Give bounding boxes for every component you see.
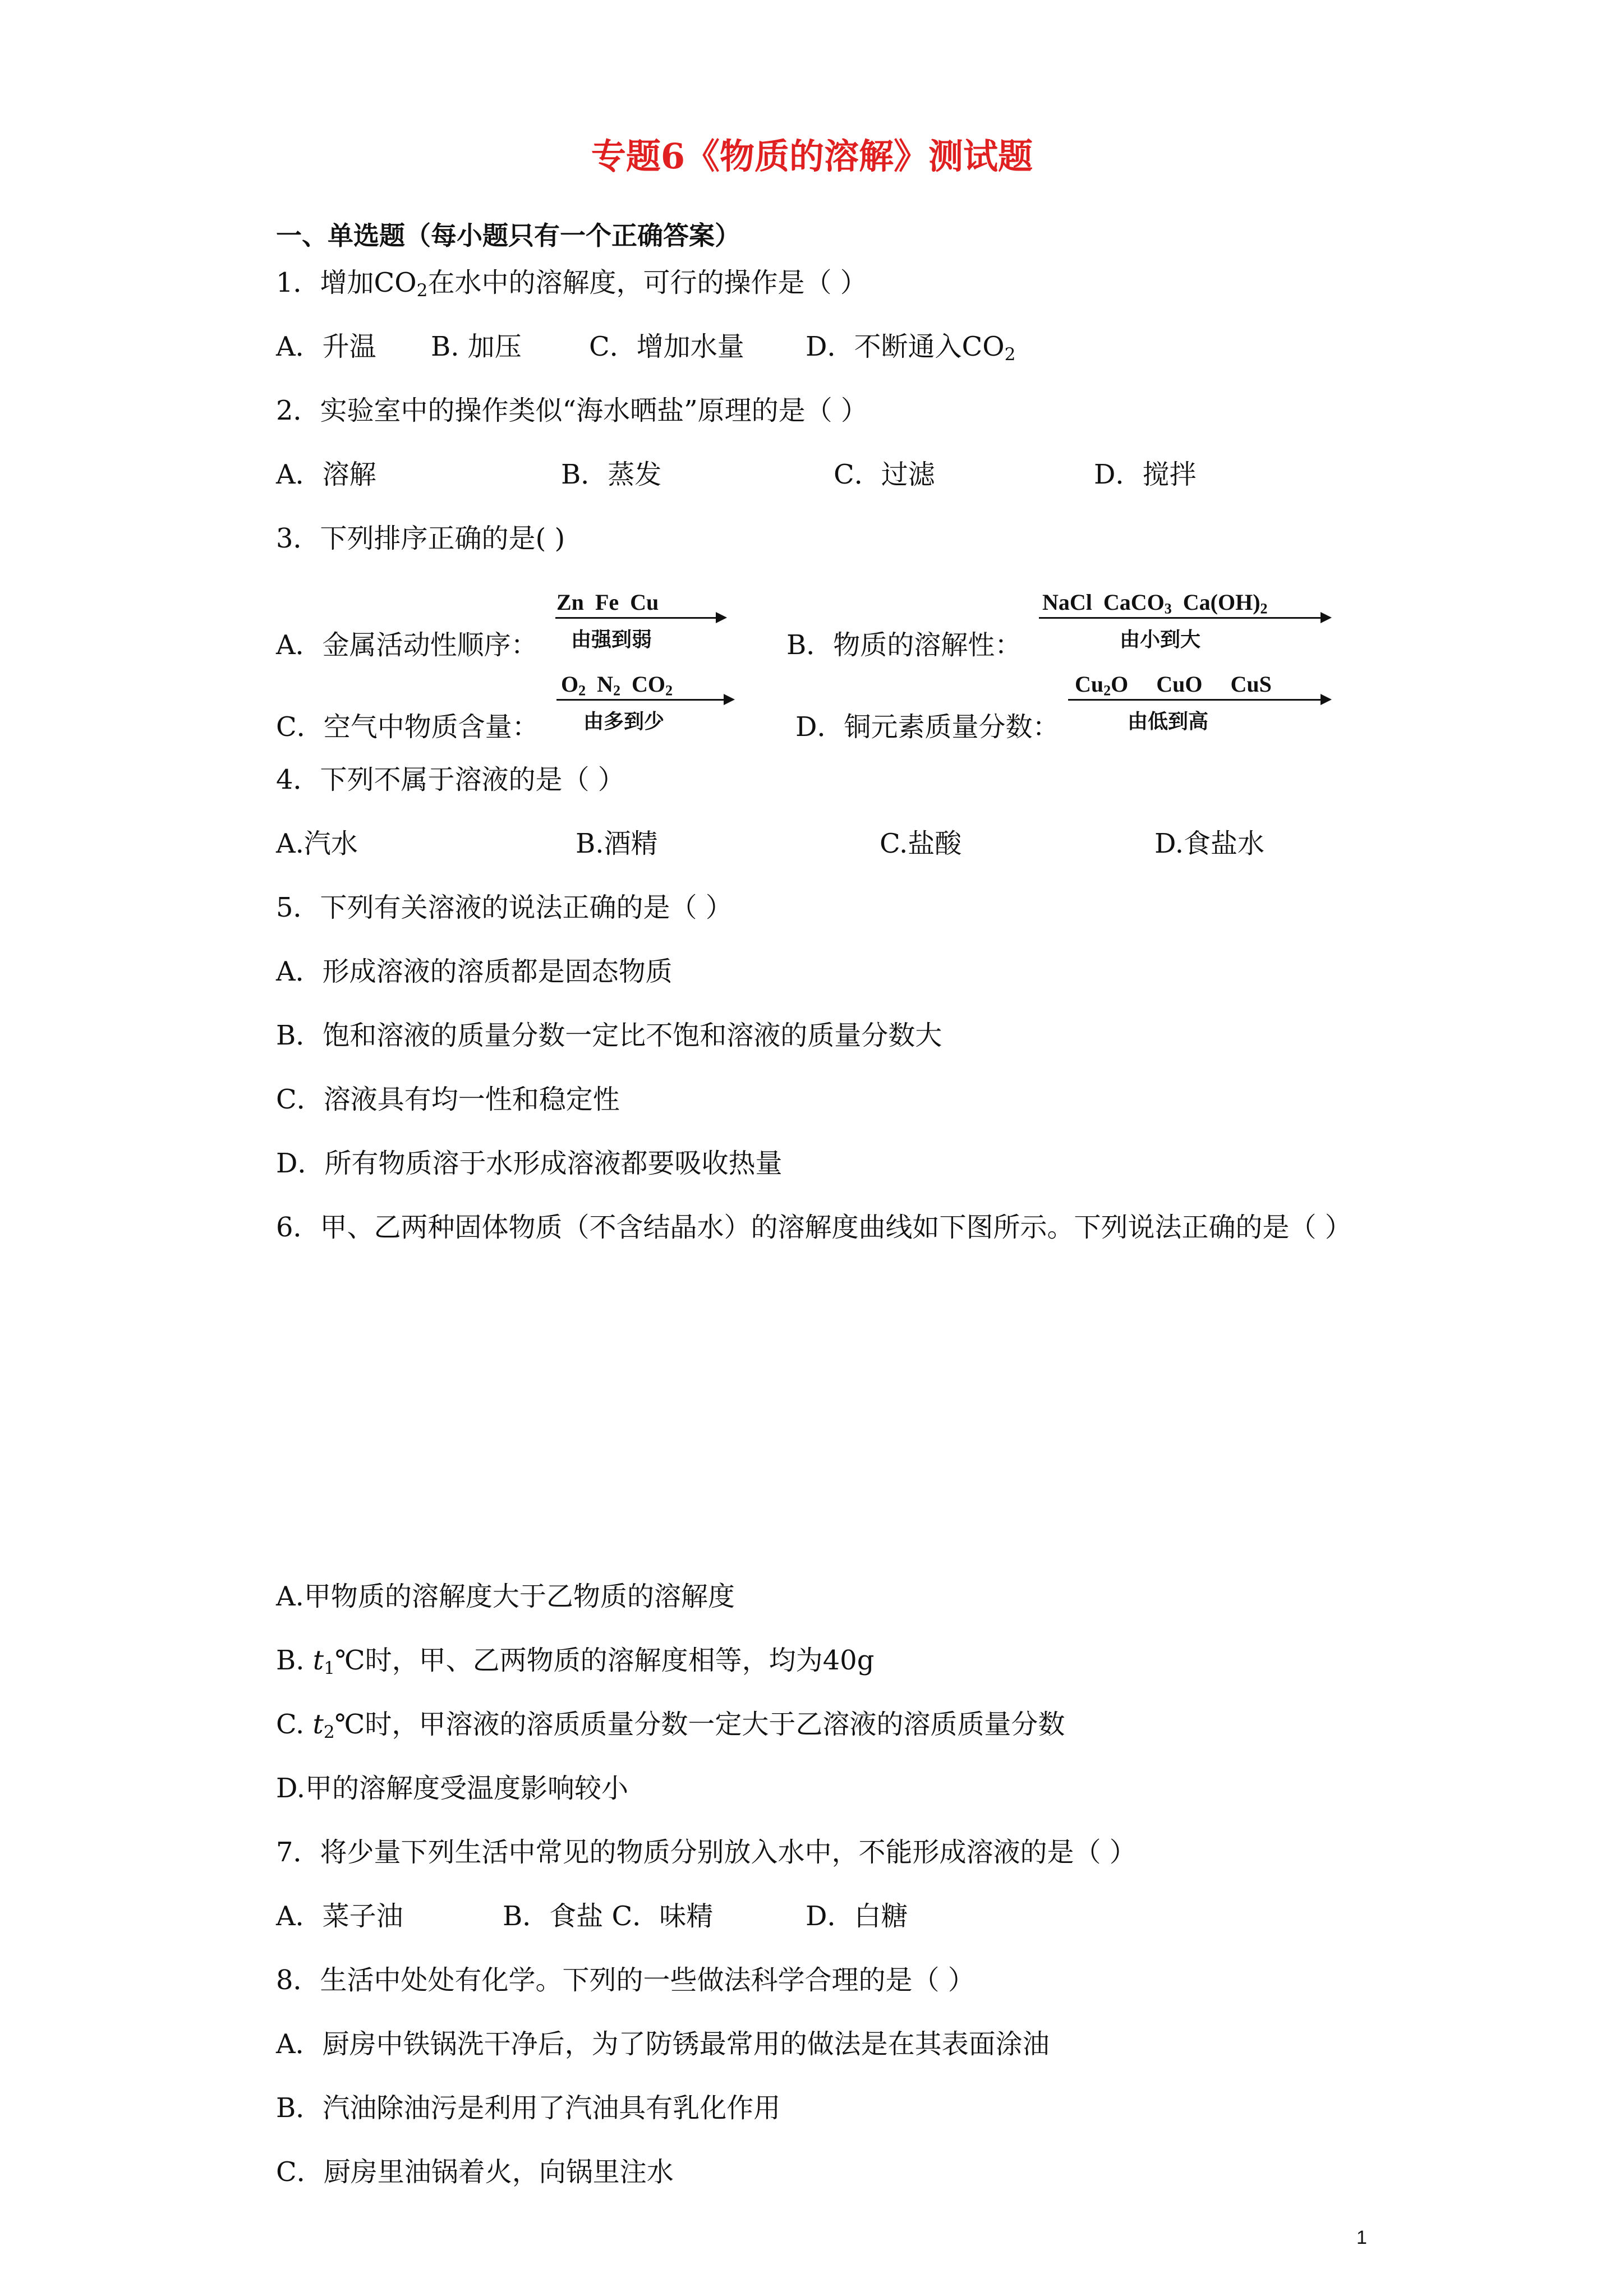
q7-option-b-c: B．食盐 C．味精 xyxy=(503,1901,714,1932)
seq-item: O xyxy=(1111,671,1129,697)
q6-option-c-text: ℃时，甲溶液的溶质质量分数一定大于乙溶液的溶质质量分数 xyxy=(334,1709,1065,1740)
question-6-stem: 6．甲、乙两种固体物质（不含结晶水）的溶解度曲线如下图所示。下列说法正确的是（ ） xyxy=(276,1212,1352,1243)
right-arrow-icon xyxy=(555,617,725,619)
q6-option-d: D.甲的溶解度受温度影响较小 xyxy=(276,1773,629,1804)
seq-item: Zn xyxy=(556,590,584,615)
seq-item: CuO xyxy=(1156,671,1203,697)
q6-option-c xyxy=(276,1711,1065,1741)
q6-option-b-prefix: B. xyxy=(276,1645,313,1676)
q7-option-a: A．菜子油 xyxy=(276,1901,403,1932)
seq-subscript: 2 xyxy=(578,682,586,699)
q6-option-a: A.甲物质的溶解度大于乙物质的溶解度 xyxy=(276,1581,735,1612)
q8-option-b: B．汽油除油污是利用了汽油具有乳化作用 xyxy=(276,2092,781,2124)
q3-option-b-sequence xyxy=(1042,589,1268,618)
q3-option-c-label: C．空气中物质含量： xyxy=(276,711,539,743)
q2-option-c: C．过滤 xyxy=(834,459,935,490)
q4-option-a: A.汽水 xyxy=(276,828,358,859)
q6-option-b-text: ℃时，甲、乙两物质的溶解度相等，均为40g xyxy=(334,1645,875,1676)
seq-subscript: 2 xyxy=(613,682,621,699)
q3-option-a-sequence xyxy=(556,589,659,615)
seq-item: O xyxy=(561,671,579,697)
q2-option-a: A．溶解 xyxy=(276,459,376,490)
q6-option-c-variable: t xyxy=(312,1709,324,1740)
right-arrow-icon xyxy=(1039,617,1329,619)
q6-option-b-variable: t xyxy=(312,1645,324,1676)
q1-subscript: 2 xyxy=(416,280,428,301)
seq-subscript: 3 xyxy=(1164,600,1172,617)
q4-option-c: C.盐酸 xyxy=(880,828,962,859)
q6-option-b-subscript: 1 xyxy=(324,1658,335,1678)
q6-option-b xyxy=(276,1647,874,1677)
question-7-stem: 7．将少量下列生活中常见的物质分别放入水中，不能形成溶液的是（ ） xyxy=(276,1837,1137,1868)
right-arrow-icon xyxy=(1068,699,1329,701)
q1-option-d xyxy=(806,333,1015,364)
seq-item: CuS xyxy=(1230,671,1272,697)
seq-item: Cu xyxy=(630,590,659,615)
question-1-stem xyxy=(276,269,867,300)
q5-option-b: B．饱和溶液的质量分数一定比不饱和溶液的质量分数大 xyxy=(276,1020,942,1051)
question-5-stem: 5．下列有关溶液的说法正确的是（ ） xyxy=(276,892,733,923)
q7-option-d: D．白糖 xyxy=(806,1901,908,1932)
q5-option-a: A．形成溶液的溶质都是固态物质 xyxy=(276,956,673,987)
q4-option-b: B.酒精 xyxy=(576,828,658,859)
seq-item: N xyxy=(597,671,614,697)
q5-option-d: D．所有物质溶于水形成溶液都要吸收热量 xyxy=(276,1148,783,1179)
q3-option-c-caption: 由多到少 xyxy=(583,710,665,733)
q8-option-c: C．厨房里油锅着火，向锅里注水 xyxy=(276,2156,674,2188)
seq-subscript: 2 xyxy=(1260,600,1268,617)
page-number: 1 xyxy=(1356,2227,1367,2248)
q3-option-b-label: B．物质的溶解性： xyxy=(786,629,1022,661)
q4-option-d: D.食盐水 xyxy=(1154,828,1265,859)
section-heading: 一、单选题（每小题只有一个正确答案） xyxy=(276,220,740,251)
q1-option-b: B. 加压 xyxy=(431,331,522,362)
q3-option-b-caption: 由小到大 xyxy=(1120,628,1201,651)
q6-option-c-subscript: 2 xyxy=(323,1722,335,1742)
q1-option-a: A．升温 xyxy=(276,331,376,362)
seq-item: NaCl xyxy=(1042,590,1092,615)
q2-option-b: B．蒸发 xyxy=(561,459,662,490)
q3-option-a-label: A．金属活动性顺序： xyxy=(276,629,538,661)
seq-subscript: 2 xyxy=(1103,682,1111,699)
q1-option-c: C．增加水量 xyxy=(589,331,744,362)
seq-item: Ca(OH) xyxy=(1183,590,1260,615)
seq-item: Cu xyxy=(1075,671,1104,697)
q8-option-a: A．厨房中铁锅洗干净后，为了防锈最常用的做法是在其表面涂油 xyxy=(276,2028,1050,2060)
q2-option-d: D．搅拌 xyxy=(1094,459,1197,490)
seq-item: CaCO xyxy=(1103,590,1165,615)
q3-option-a-caption: 由强到弱 xyxy=(571,628,652,651)
question-4-stem: 4．下列不属于溶液的是（ ） xyxy=(276,764,625,795)
q1-option-d-subscript: 2 xyxy=(1004,344,1016,365)
q3-option-c-sequence xyxy=(561,671,673,700)
question-2-stem: 2．实验室中的操作类似“海水晒盐”原理的是（ ） xyxy=(276,395,868,426)
seq-item: Fe xyxy=(595,590,619,615)
q1-stem-part: 在水中的溶解度，可行的操作是（ ） xyxy=(427,267,867,298)
seq-item: CO xyxy=(632,671,666,697)
right-arrow-icon xyxy=(556,699,733,701)
q3-option-d-sequence xyxy=(1075,671,1272,700)
q5-option-c: C．溶液具有均一性和稳定性 xyxy=(276,1084,620,1115)
q3-option-d-caption: 由低到高 xyxy=(1128,710,1209,733)
q6-option-c-prefix: C. xyxy=(276,1709,313,1740)
page-title: 专题6《物质的溶解》测试题 xyxy=(591,136,1033,177)
question-3-stem: 3．下列排序正确的是( ) xyxy=(276,523,565,554)
q1-option-d-text: D．不断通入CO xyxy=(806,331,1005,362)
seq-subscript: 2 xyxy=(665,682,673,699)
q3-option-d-label: D．铜元素质量分数： xyxy=(795,711,1060,743)
question-8-stem: 8．生活中处处有化学。下列的一些做法科学合理的是（ ） xyxy=(276,1964,975,1996)
q1-stem-part: 1．增加CO xyxy=(276,267,417,298)
